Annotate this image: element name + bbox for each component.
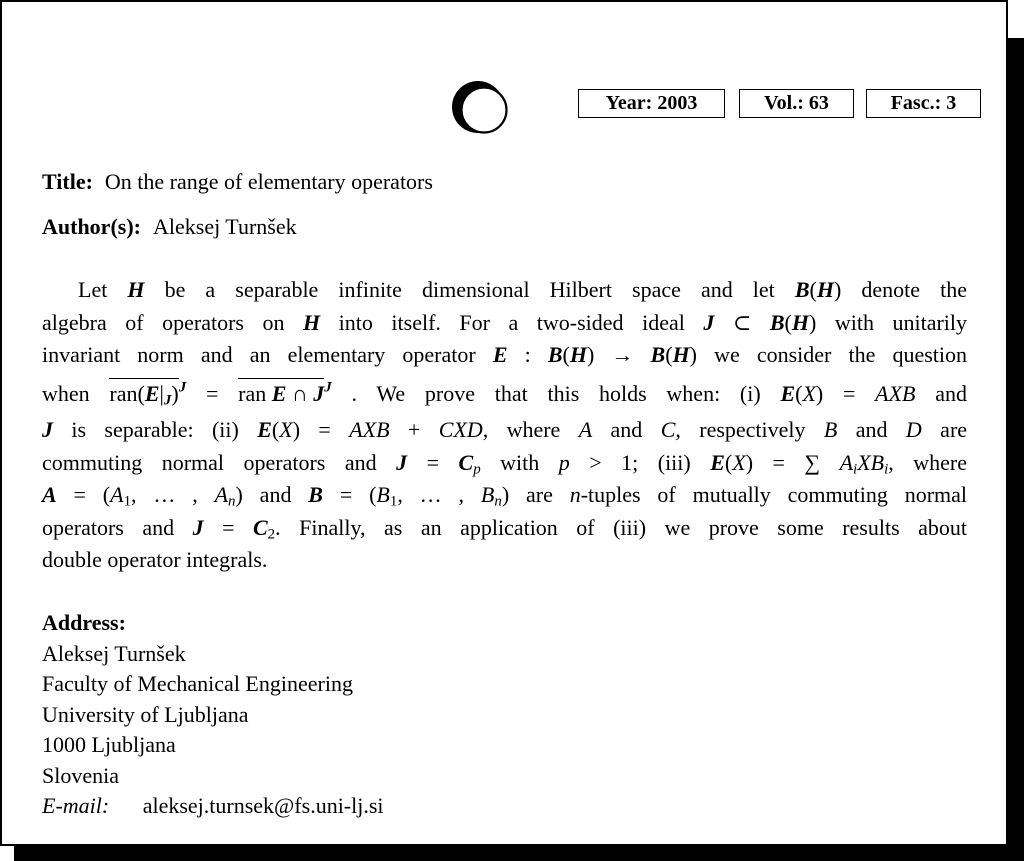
abstract-text-segment: ( (562, 342, 570, 367)
abstract-text-segment: D (905, 417, 922, 442)
abstract-line (42, 307, 967, 340)
address-line: 1000 Ljubljana (42, 732, 176, 757)
abstract-text-segment: , where (482, 417, 579, 442)
abstract-text-segment: J (163, 392, 172, 409)
abstract-text-segment: ( (809, 277, 817, 302)
abstract-text-segment: A (214, 482, 229, 507)
abstract-text-segment: B (769, 309, 785, 335)
journal-crescent-logo-icon (450, 79, 508, 137)
abstract-line (42, 479, 967, 512)
abstract-text-segment: algebra of operators on (42, 309, 304, 335)
abstract-text-segment: ) denote the (833, 277, 967, 302)
abstract-text-segment: n (569, 482, 581, 507)
abstract-text-segment: E (780, 380, 796, 406)
address-block (42, 608, 384, 822)
page-shadow-right (1007, 38, 1024, 861)
page-shadow-bottom (14, 846, 1024, 861)
abstract-text-segment: H (816, 277, 834, 302)
abstract-text-segment: ∩ (286, 380, 314, 406)
email-label: E-mail: (42, 793, 110, 818)
abstract-text-segment: operators and (42, 514, 193, 540)
abstract-line (42, 339, 967, 372)
abstract-text-segment: J (313, 380, 325, 406)
abstract-text-segment: X (279, 417, 293, 442)
abstract-text-segment: A (42, 482, 57, 507)
abstract-text-segment: X (732, 449, 746, 475)
overline-expression (238, 378, 324, 405)
abstract-text-segment: B (870, 449, 885, 475)
abstract-text-segment: B (308, 482, 323, 507)
abstract-text-segment: n (228, 493, 236, 510)
abstract-line (42, 447, 967, 480)
abstract-text-segment: , … , (131, 482, 215, 507)
fascicle-label: Fasc.: 3 (890, 92, 957, 114)
abstract-text-segment: E (257, 417, 272, 442)
abstract-text-segment: = ( (56, 482, 111, 507)
abstract-text-segment: , respectively (675, 417, 824, 442)
abstract-text-segment: are (921, 417, 968, 442)
abstract-text-segment: p (558, 449, 570, 475)
abstract-text-segment: B (794, 277, 810, 302)
year-box (578, 89, 725, 118)
abstract-text-segment: AXB (349, 417, 390, 442)
author-line (42, 214, 297, 240)
abstract-text-segment: i (853, 461, 858, 478)
abstract-text-segment: commuting normal operators and (42, 449, 397, 475)
abstract-text-segment: ) and (235, 482, 309, 507)
address-label: Address: (42, 610, 126, 635)
abstract-text-segment: i (884, 461, 889, 478)
address-line: Faculty of Mechanical Engineering (42, 671, 353, 696)
abstract-text-segment: and (837, 417, 906, 442)
overline-expression (109, 378, 179, 409)
abstract-text-segment: B (650, 342, 666, 367)
volume-box (739, 89, 854, 118)
abstract-text-segment: A (578, 417, 593, 442)
abstract-text-segment: ) we consider the question (689, 342, 968, 367)
abstract-text-segment: C (458, 449, 474, 475)
abstract-text-segment: ) with unitarily (808, 309, 968, 335)
abstract-text-segment: and (915, 380, 967, 406)
abstract-text-segment: J (42, 417, 53, 442)
abstract-text-segment: ( (784, 309, 792, 335)
abstract-text-segment: ran (238, 380, 272, 406)
abstract-text-segment: ( (665, 342, 673, 367)
abstract-text-segment: double operator integrals. (42, 547, 268, 572)
abstract-text-segment: J (178, 378, 187, 395)
abstract-text-segment: , … , (397, 482, 481, 507)
address-line: University of Ljubljana (42, 701, 249, 727)
abstract-text-segment: = ( (322, 482, 377, 507)
abstract-text-segment: C (660, 417, 676, 442)
abstract-text-segment: J (192, 514, 204, 540)
abstract-text-segment: into itself. For a two-sided ideal (320, 309, 704, 335)
abstract-text-segment: H (303, 309, 321, 335)
abstract-text-segment: B (376, 482, 390, 507)
abstract-text-segment: when (42, 380, 110, 406)
abstract-text-segment: AXB (875, 380, 916, 406)
abstract-text-segment: A (110, 482, 124, 507)
abstract-text-segment: E (144, 380, 160, 406)
abstract-text-segment: E (271, 380, 287, 406)
abstract-text-segment: ) are (501, 482, 570, 507)
abstract-text-segment: ( (795, 380, 803, 406)
abstract-text-segment: E (492, 342, 508, 367)
abstract-line (42, 274, 967, 307)
abstract-text-segment: p (473, 461, 481, 478)
abstract-text-segment: ⊂ (714, 309, 770, 335)
abstract-line (42, 544, 967, 577)
abstract-text-segment: 1 (389, 493, 398, 510)
email-line (42, 791, 384, 822)
abstract-text-segment: J (324, 378, 332, 395)
abstract-text-segment: ) (171, 380, 179, 406)
abstract-text-segment: X (802, 380, 816, 406)
abstract-text-segment: invariant norm and an elementary operator (42, 342, 493, 367)
abstract-text-segment: C (252, 514, 268, 540)
abstract-text-segment: CXD (438, 417, 483, 442)
abstract-text-segment: A (839, 449, 854, 475)
abstract-line (42, 512, 967, 545)
abstract-text-segment: B (480, 482, 495, 507)
abstract-text-segment: H (672, 342, 690, 367)
fascicle-box (866, 89, 981, 118)
abstract-text-segment: X (857, 449, 871, 475)
abstract-text-segment: -tuples of mutually commuting normal (580, 482, 968, 507)
abstract-text-segment: H (791, 309, 809, 335)
abstract-text-segment: ( (271, 417, 280, 442)
abstract-text-segment: + (389, 417, 439, 442)
abstract-line (42, 414, 967, 447)
abstract-text-segment: 2 (267, 526, 276, 543)
title-line (42, 169, 433, 195)
author-label: Author(s): (42, 214, 141, 239)
abstract-text-segment: = (407, 449, 459, 475)
abstract-text-segment: J (703, 309, 715, 335)
abstract-text-segment: B (823, 417, 838, 442)
author-name: Aleksej Turnšek (153, 214, 297, 239)
abstract-text-segment: J (396, 449, 408, 475)
abstract-text-segment: | (159, 380, 164, 406)
abstract-text-segment: is separable: (ii) (53, 417, 258, 442)
abstract-text-segment: be a separable infinite dimensional Hilbert space and let (144, 277, 795, 302)
abstract-text-segment: > 1; (iii) (569, 449, 711, 475)
volume-label: Vol.: 63 (764, 92, 829, 114)
abstract (42, 274, 967, 577)
abstract-text-segment: = (203, 514, 253, 540)
address-line: Slovenia (42, 762, 119, 788)
abstract-text-segment: ) = (292, 417, 350, 442)
abstract-text-segment: B (547, 342, 563, 367)
abstract-text-segment: with (480, 449, 559, 475)
abstract-line (42, 372, 967, 415)
abstract-text-segment: E (710, 449, 725, 475)
year-label: Year: 2003 (605, 92, 698, 114)
abstract-text-segment: n (494, 493, 502, 510)
abstract-text-segment: ( (724, 449, 733, 475)
abstract-text-segment: : (507, 342, 548, 367)
page-title: On the range of elementary operators (104, 169, 433, 194)
address-line: Aleksej Turnšek (42, 640, 186, 666)
title-label: Title: (42, 169, 93, 194)
abstract-text-segment: Let (78, 277, 128, 302)
abstract-text-segment: . We prove that this holds when: (i) (331, 380, 781, 406)
abstract-text-segment: H (127, 277, 145, 302)
abstract-text-segment: ) = (815, 380, 876, 406)
abstract-text-segment: ran( (109, 380, 145, 406)
abstract-text-segment: and (592, 417, 661, 442)
email-address: aleksej.turnsek@fs.uni-lj.si (142, 793, 384, 818)
abstract-text-segment: = (186, 380, 239, 406)
abstract-text-segment: ) = ∑ (745, 449, 840, 475)
abstract-text-segment: 1 (123, 493, 132, 510)
abstract-text-segment: H (569, 342, 587, 367)
abstract-text-segment: . Finally, as an application of (iii) we prove some results about (275, 514, 967, 540)
abstract-text-segment: , where (888, 449, 967, 475)
abstract-text-segment: ) → (586, 342, 651, 367)
